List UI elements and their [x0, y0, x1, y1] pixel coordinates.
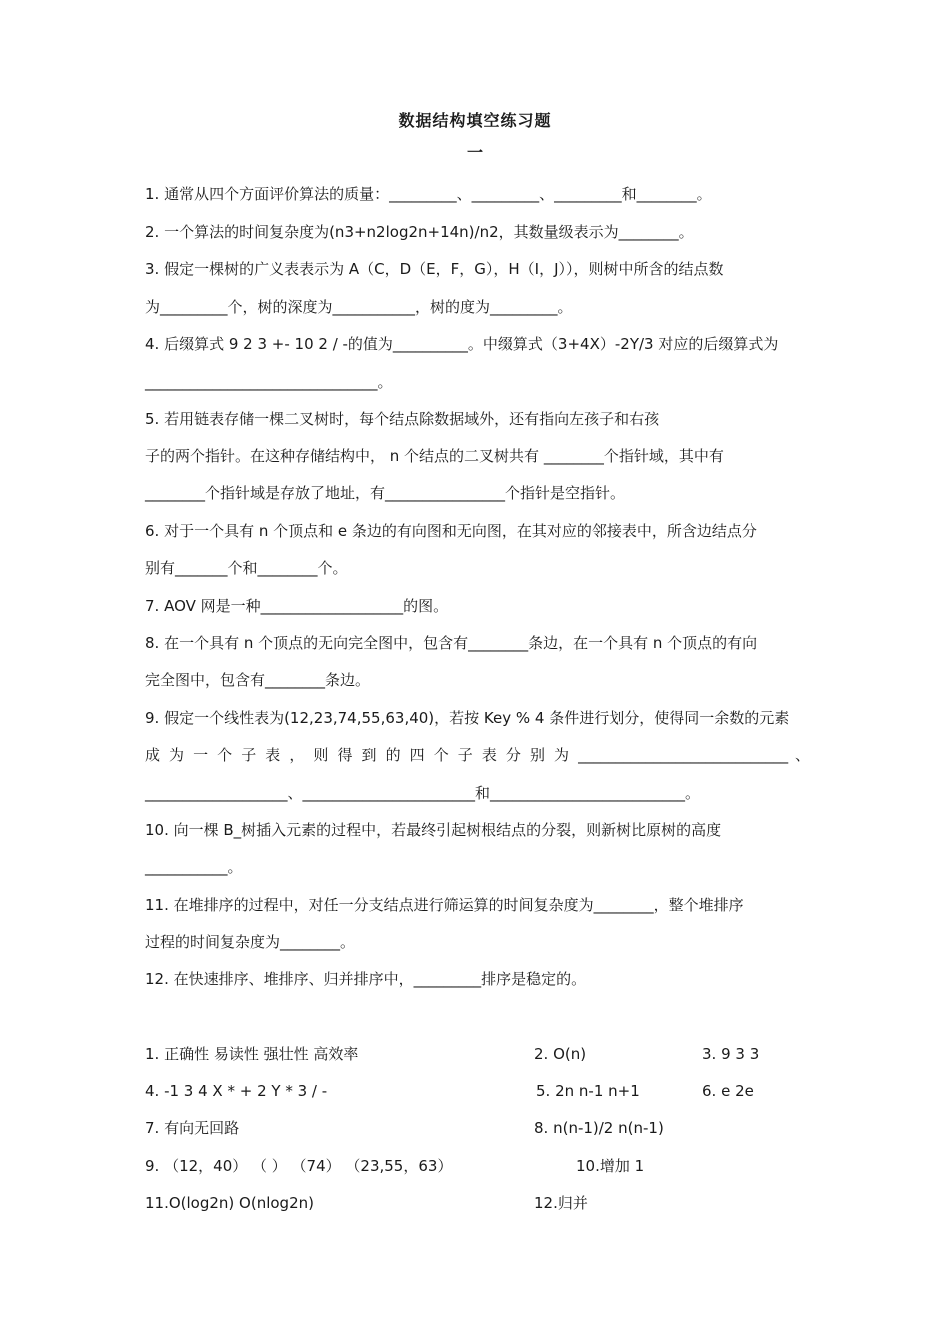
question-line: 1. 通常从四个方面评价算法的质量：_________、_________、_________和________。	[145, 185, 712, 203]
question-line: 12. 在快速排序、堆排序、归并排序中，_________排序是稳定的。	[145, 970, 587, 988]
answer-item: 11.O(log2n) O(nlog2n)	[145, 1194, 314, 1212]
question-line: 6. 对于一个具有 n 个顶点和 e 条边的有向图和无向图，在其对应的邻接表中，所含边结点分	[145, 522, 757, 540]
answer-item: 1. 正确性 易读性 强壮性 高效率	[145, 1045, 359, 1063]
question-line: 2. 一个算法的时间复杂度为(n3+n2log2n+14n)/n2，其数量级表示为________。	[145, 223, 694, 241]
answer-item: 10.增加 1	[576, 1157, 645, 1175]
answer-item: 12.归并	[534, 1194, 588, 1212]
answer-item: 6. e 2e	[702, 1082, 754, 1100]
answer-item: 8. n(n-1)/2 n(n-1)	[534, 1119, 664, 1137]
page-title: 数据结构填空练习题	[398, 111, 552, 130]
answer-item: 7. 有向无回路	[145, 1119, 240, 1137]
question-line: ________个指针域是存放了地址，有________________个指针是空指针。	[145, 484, 626, 502]
question-line: _______________________________。	[145, 373, 393, 391]
answer-item: 9. （12，40） （ ） （74） （23,55，63）	[145, 1157, 453, 1175]
question-line: 7. AOV 网是一种___________________的图。	[145, 597, 449, 615]
question-line: 4. 后缀算式 9 2 3 +- 10 2 / -的值为__________。中缀算式（3+4X）-2Y/3 对应的后缀算式为	[145, 335, 779, 353]
question-line: 11. 在堆排序的过程中，对任一分支结点进行筛运算的时间复杂度为________，整个堆排序	[145, 896, 744, 914]
question-line: ___________。	[145, 858, 243, 876]
question-line: 5. 若用链表存储一棵二叉树时，每个结点除数据域外，还有指向左孩子和右孩	[145, 410, 660, 428]
question-line: 过程的时间复杂度为________。	[145, 933, 356, 951]
question-line: 完全图中，包含有________条边。	[145, 671, 371, 689]
question-line: 为_________个，树的深度为___________，树的度为_________。	[145, 298, 573, 316]
question-line: 3. 假定一棵树的广义表表示为 A（C，D（E，F，G），H（I，J）），则树中所含的结点数	[145, 260, 724, 278]
question-line: 子的两个指针。在这种存储结构中， n 个结点的二叉树共有 ________个指针域，其中有	[145, 447, 724, 465]
answer-item: 5. 2n n-1 n+1	[536, 1082, 640, 1100]
question-line: 9. 假定一个线性表为(12,23,74,55,63,40)，若按 Key % 4 条件进行划分，使得同一余数的元素	[145, 709, 790, 727]
answer-item: 2. O(n)	[534, 1045, 587, 1063]
question-line: 别有_______个和________个。	[145, 559, 348, 577]
answer-item: 3. 9 3 3	[702, 1045, 760, 1063]
question-line: 10. 向一棵 B_树插入元素的过程中，若最终引起树根结点的分裂，则新树比原树的高度	[145, 821, 722, 839]
question-line: 成 为 一 个 子 表 ， 则 得 到 的 四 个 子 表 分 别 为 ____________________________ 、	[145, 746, 810, 764]
section-heading: 一	[466, 143, 483, 162]
question-line: ___________________、_______________________和__________________________。	[145, 784, 701, 802]
answer-item: 4. -1 3 4 X * + 2 Y * 3 / -	[145, 1082, 328, 1100]
question-line: 8. 在一个具有 n 个顶点的无向完全图中，包含有________条边，在一个具有 n 个顶点的有向	[145, 634, 758, 652]
